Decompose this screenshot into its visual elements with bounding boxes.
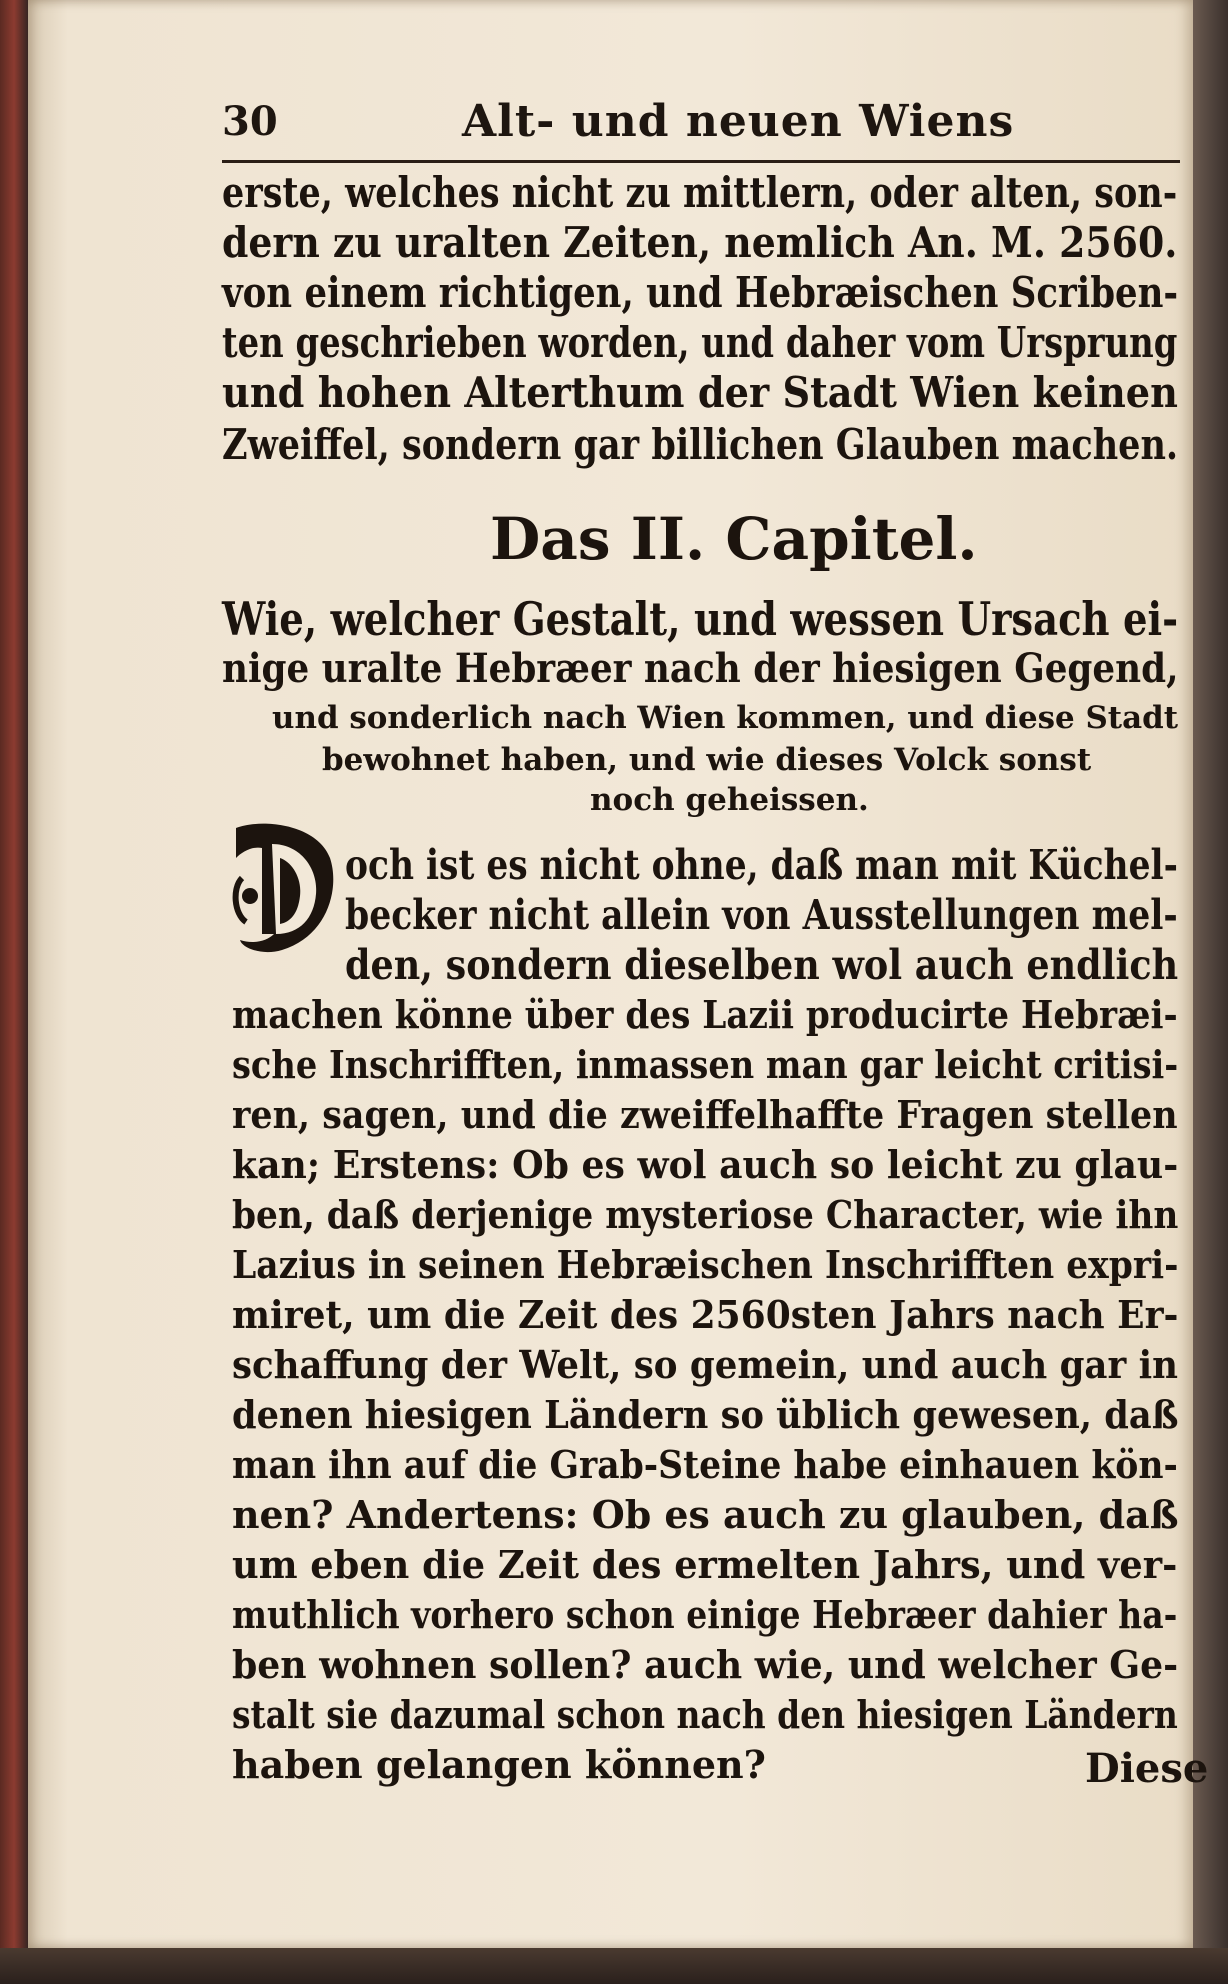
text-line: sche Inschrifften, inmassen man gar leicht critisi- [232,1042,1179,1087]
summary-line: nige uralte Hebræer nach der hiesigen Gegend, [222,645,1179,692]
text-line: ben, daß derjenige mysteriose Character, wie ihn [232,1192,1179,1237]
header-rule [222,160,1180,163]
text-line: haben gelangen können? [232,1742,766,1787]
text-line: von einem richtigen, und Hebræischen Scriben- [222,268,1179,317]
summary-line: bewohnet haben, und wie dieses Volck sonst [322,742,1092,778]
text-line: becker nicht allein von Ausstellungen mel- [345,891,1178,939]
text-line: und hohen Alterthum der Stadt Wien keinen [222,368,1178,417]
running-head: Alt- und neuen Wiens [462,96,1015,147]
text-line: man ihn auf die Grab-Steine habe einhauen kön- [232,1442,1178,1487]
text-line: ben wohnen sollen? auch wie, und welcher Ge- [232,1642,1179,1687]
ornamental-initial-icon [222,818,340,958]
text-line: denen hiesigen Ländern so üblich gewesen, daß [232,1392,1179,1437]
page-bottom-edge [0,1948,1228,1984]
summary-line: Wie, welcher Gestalt, und wessen Ursach ei- [222,592,1179,646]
text-line: ren, sagen, und die zweiffelhaffte Fragen stellen [232,1092,1178,1137]
summary-line: und sonderlich nach Wien kommen, und diese Stadt [272,700,1178,736]
text-line: Lazius in seinen Hebræischen Inschrifften expri- [232,1242,1179,1287]
text-line: erste, welches nicht zu mittlern, oder alten, son- [222,168,1178,217]
text-line: nen? Andertens: Ob es auch zu glauben, daß [232,1492,1179,1537]
text-line: schaffung der Welt, so gemein, und auch gar in [232,1342,1178,1387]
page-header [222,98,1182,168]
catchword: Diese [1085,1745,1209,1792]
text-line: stalt sie dazumal schon nach den hiesigen Ländern [232,1692,1178,1737]
page-gutter-edge [1193,0,1228,1984]
drop-cap-initial [222,818,340,958]
text-line: Zweiffel, sondern gar billichen Glauben machen. [222,420,1179,469]
text-line: dern zu uralten Zeiten, nemlich An. M. 2560. [222,218,1178,267]
text-line: ten geschrieben worden, und daher vom Ursprung [222,318,1178,367]
text-line: um eben die Zeit des ermelten Jahrs, und ver- [232,1542,1178,1587]
summary-line: noch geheissen. [590,782,869,818]
chapter-title: Das II. Capitel. [490,505,978,573]
text-line: kan; Erstens: Ob es wol auch so leicht zu glau- [232,1142,1179,1187]
text-line: muthlich vorhero schon einige Hebræer dahier ha- [232,1592,1178,1637]
text-line: miret, um die Zeit des 2560sten Jahrs nach Er- [232,1292,1179,1337]
page-number: 30 [222,98,278,145]
text-line: och ist es nicht ohne, daß man mit Küchel- [345,841,1178,889]
text-line: machen könne über des Lazii producirte Hebræi- [232,992,1178,1037]
text-line: den, sondern dieselben wol auch endlich [345,941,1179,989]
